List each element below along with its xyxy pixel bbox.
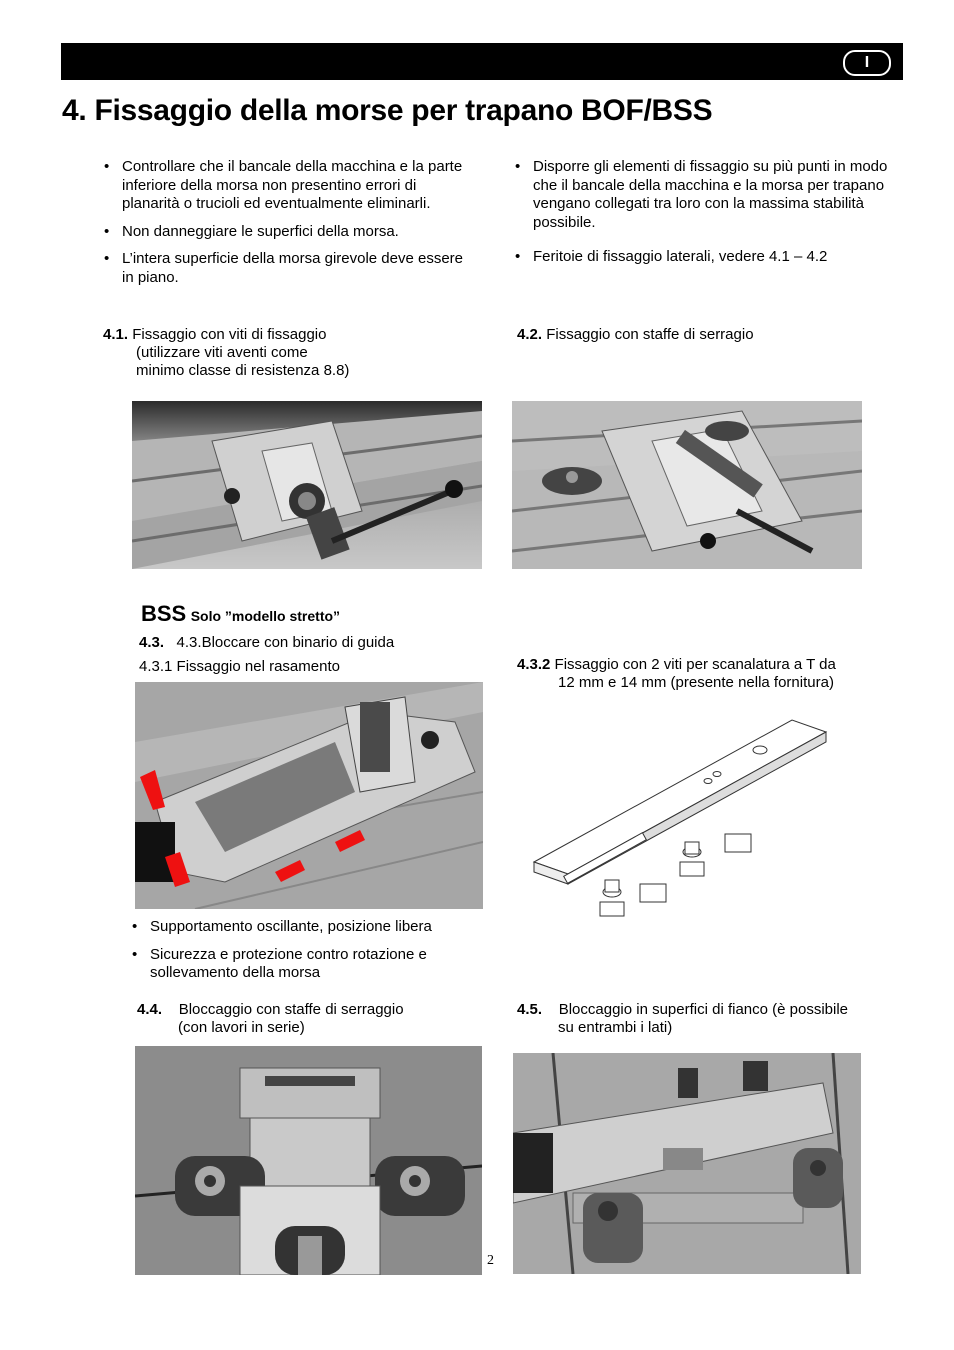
caption-4-2: [517, 326, 877, 344]
list-item: • Sicurezza e protezione contro rotazione e sollevamento della morsa: [132, 946, 472, 983]
caption-line: Fissaggio con 2 viti per scanalatura a T da: [554, 656, 836, 673]
caption-line: (utilizzare viti aventi come: [136, 344, 308, 361]
photo-vise-serial-clamps: [135, 1046, 482, 1275]
list-item: • Feritoie di fissaggio laterali, vedere 4.1 – 4.2: [515, 248, 893, 267]
section-number: 4.3.2: [517, 656, 551, 673]
caption-4-4: [137, 1001, 477, 1037]
caption-line: 12 mm e 14 mm (presente nella fornitura): [558, 674, 834, 691]
caption-line: Fissaggio con staffe di serragio: [546, 326, 754, 343]
intro-left-list: [104, 158, 476, 296]
caption-4-3-1: 4.3.1 Fissaggio nel rasamento: [139, 658, 340, 675]
section-number: 4.4.: [137, 1001, 163, 1018]
list-item: • Supportamento oscillante, posizione libera: [132, 918, 472, 937]
section-number: 4.2.: [517, 326, 543, 343]
photo-vise-clamps: [512, 401, 862, 569]
page-number: 2: [487, 1253, 494, 1268]
caption-4-3-2: [517, 656, 897, 692]
caption-line: minimo classe di resistenza 8.8): [136, 362, 350, 379]
drawing-guide-rail: [530, 712, 830, 934]
caption-line: Bloccaggio con staffe di serraggio: [178, 1001, 404, 1018]
caption-line: (con lavori in serie): [178, 1019, 305, 1036]
caption-4-3: [139, 634, 469, 652]
bss-heading: [141, 601, 340, 627]
page-title: 4. Fissaggio della morse per trapano BOF/BSS: [62, 94, 713, 127]
bss-label: BSS: [141, 601, 187, 626]
section-number: 4.1.: [103, 326, 129, 343]
list-item: • Disporre gli elementi di fissaggio su più punti in modo che il bancale della macchina e la morsa per trapano vengano collegati tra loro con la massima stabilità possibile.: [515, 158, 893, 232]
section-number: 4.5.: [517, 1001, 543, 1018]
photo-vise-side-clamping: [513, 1053, 861, 1274]
bss-bullet-list: [132, 918, 472, 992]
list-item: • Non danneggiare le superfici della morsa.: [104, 223, 476, 242]
caption-line: Fissaggio con viti di fissaggio: [132, 326, 327, 343]
header-bar: [61, 43, 903, 80]
intro-right-list: [515, 158, 893, 276]
photo-vise-screws: [132, 401, 482, 569]
caption-line: 4.3.Bloccare con binario di guida: [176, 634, 395, 651]
photo-vise-guide-rail: [135, 682, 483, 909]
list-item: • Controllare che il bancale della macchina e la parte inferiore della morsa non presentino errori di planarità o trucioli ed eventualmente eliminarli.: [104, 158, 476, 214]
language-badge: I: [843, 50, 891, 76]
caption-4-5: [517, 1001, 897, 1037]
bss-subtitle: Solo ”modello stretto”: [190, 608, 341, 624]
caption-line: su entrambi i lati): [558, 1019, 673, 1036]
list-item: • L’intera superficie della morsa girevole deve essere in piano.: [104, 250, 476, 287]
caption-4-1: [103, 326, 403, 380]
section-number: 4.3.: [139, 634, 165, 651]
caption-line: Bloccaggio in superfici di fianco (è possibile: [558, 1001, 849, 1018]
